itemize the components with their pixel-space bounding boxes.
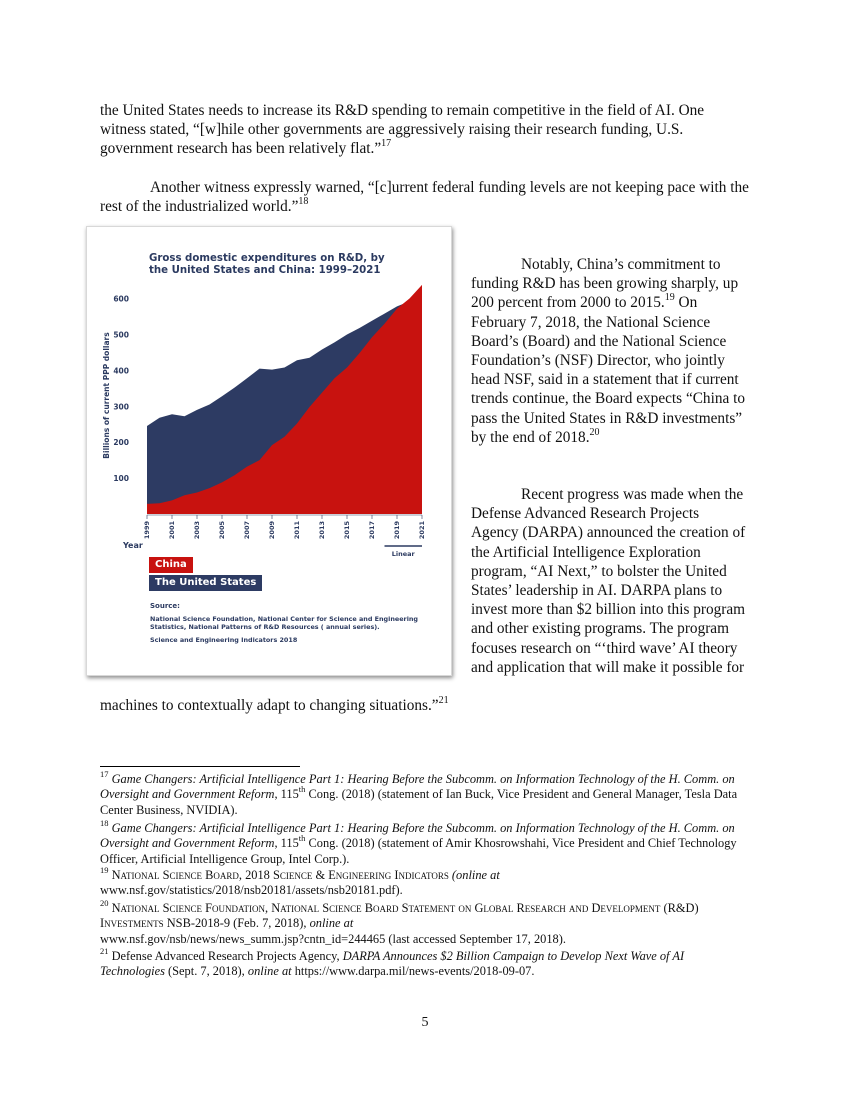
x-tick-label: 2013: [318, 521, 326, 540]
chart-title: Gross domestic expenditures on R&D, by the United States and China: 1999–2021: [149, 253, 385, 276]
x-tick-label: 2003: [193, 521, 201, 540]
figure-source: [150, 602, 430, 644]
footnote-21: $^{21}$ Defense Advanced Research Projects Agency, DARPA Announces $2 Billion Campaign to Develop Next Wave of AI Technologies (Sept. 7, 2018), online at https://www.darpa.mil/news-events/2018-09-07.: [100, 945, 685, 979]
x-tick-label: 2017: [368, 521, 376, 540]
footnote-21-link[interactable]: https://www.darpa.mil/news-events/2018-09-07.: [291, 964, 535, 979]
footnote-ref-21[interactable]: 21: [438, 694, 449, 706]
y-tick-label: 400: [113, 366, 129, 376]
footnote-ref-19[interactable]: 19: [664, 292, 675, 304]
paragraph-4: Recent progress was made when the Defense Advanced Research Projects Agency (DARPA) announced the creation of the Artificial Intelligence Exploration program, “AI Next,” to bolster the United States’ leadership in AI. DARPA plans to invest more than $2 billion into this program and other existing programs. The program focuses research on “‘third wave’ AI theory and application that will make it possible for: [471, 486, 746, 676]
x-tick-label: 2007: [243, 521, 251, 540]
footnote-17: $^{17}$ Game Changers: Artificial Intelligence Part 1: Hearing Before the Subcomm. on Information Technology of the H. Comm. on Oversight and Government Reform, 115th Cong. (2018) (statement of Ian Buck, Vice President and General Manager, Tesla Data Center Business, NVIDIA).: [100, 768, 738, 817]
paragraph-2: Another witness expressly warned, “[c]urrent federal funding levels are not keeping pace with the rest of the industrialized world.”$^{18}$: [100, 179, 749, 216]
y-tick-label: 500: [113, 330, 129, 340]
x-tick-label: 2001: [168, 521, 176, 540]
linear-annotation: Linear: [391, 550, 415, 558]
x-tick-label: 2019: [393, 521, 401, 540]
x-tick-label: 2015: [343, 521, 351, 540]
rd-expenditure-figure: [86, 226, 452, 676]
y-axis-label: Billions of current PPP dollars: [102, 332, 111, 459]
paragraph-3: Notably, China’s commitment to funding R&D has been growing sharply, up 200 percent from 2000 to 2015.19 On February 7, 2018, the National Science Board’s (Board) and the National Science Foundation’s (NSF) Director, who jointly head NSF, said in a statement that if current trends continue, the Board expects “China to pass the United States in R&D investments” by the end of 2018.20: [471, 256, 745, 446]
x-axis-label: Year: [123, 541, 143, 550]
footnote-18: $^{18}$ Game Changers: Artificial Intelligence Part 1: Hearing Before the Subcomm. on Information Technology of the H. Comm. on Oversight and Government Reform, 115th Cong. (2018) (statement of Amir Khosrowshahi, Vice President and Chief Technology Officer, Artificial Intelligence Group, Intel Corp.).: [100, 817, 737, 866]
x-tick-label: 2011: [293, 521, 301, 540]
footnote-19: $^{19}$ National Science Board, 2018 Science & Engineering Indicators (online at www.nsf.gov/statistics/2018/nsb20181/assets/nsb20181.pdf).: [100, 864, 500, 898]
source-text: National Science Foundation, National Center for Science and Engineering Statistics, National Patterns of R&D Resources ( annual series).: [150, 615, 419, 631]
legend-china: China: [149, 557, 193, 573]
footnote-20-link[interactable]: www.nsf.gov/nsb/news/news_summ.jsp?cntn_id=244465 (last accessed September 17, 2018).: [100, 931, 566, 946]
x-tick-label: 2021: [418, 521, 426, 540]
x-tick-label: 1999: [143, 521, 151, 540]
footnote-ref-17[interactable]: 17: [381, 138, 392, 150]
footnote-20: $^{20}$ National Science Foundation, National Science Board Statement on Global Research and Development (R&D) Investments NSB-2018-9 (Feb. 7, 2018), online at www.nsf.gov/nsb/news/news_summ.jsp?cntn_id=244465 (last accessed September 17, 2018).: [100, 897, 699, 946]
x-tick-label: 2009: [268, 521, 276, 540]
source-label: Source:: [150, 602, 180, 610]
page-number: 5: [421, 1015, 429, 1030]
x-tick-label: 2005: [218, 521, 226, 540]
footnote-separator: [100, 766, 300, 767]
legend-united-states: The United States: [149, 575, 262, 591]
indicators-label: Science and Engineering Indicators 2018: [150, 636, 298, 644]
y-tick-label: 600: [113, 294, 129, 304]
paragraph-1: the United States needs to increase its R&D spending to remain competitive in the field of AI. One witness stated, “[w]hile other governments are aggressively raising their research funding, U.S. government research has been relatively flat.”$^{17}$: [100, 102, 705, 158]
y-tick-label: 100: [113, 474, 129, 484]
y-tick-label: 200: [113, 438, 129, 448]
footnote-ref-18[interactable]: 18: [298, 196, 309, 208]
y-tick-label: 300: [113, 402, 129, 412]
footnote-ref-20[interactable]: 20: [589, 426, 600, 438]
paragraph-4-tail: machines to contextually adapt to changing situations.”$^{21}$: [100, 694, 449, 714]
footnote-19-link[interactable]: www.nsf.gov/statistics/2018/nsb20181/assets/nsb20181.pdf).: [100, 883, 403, 898]
